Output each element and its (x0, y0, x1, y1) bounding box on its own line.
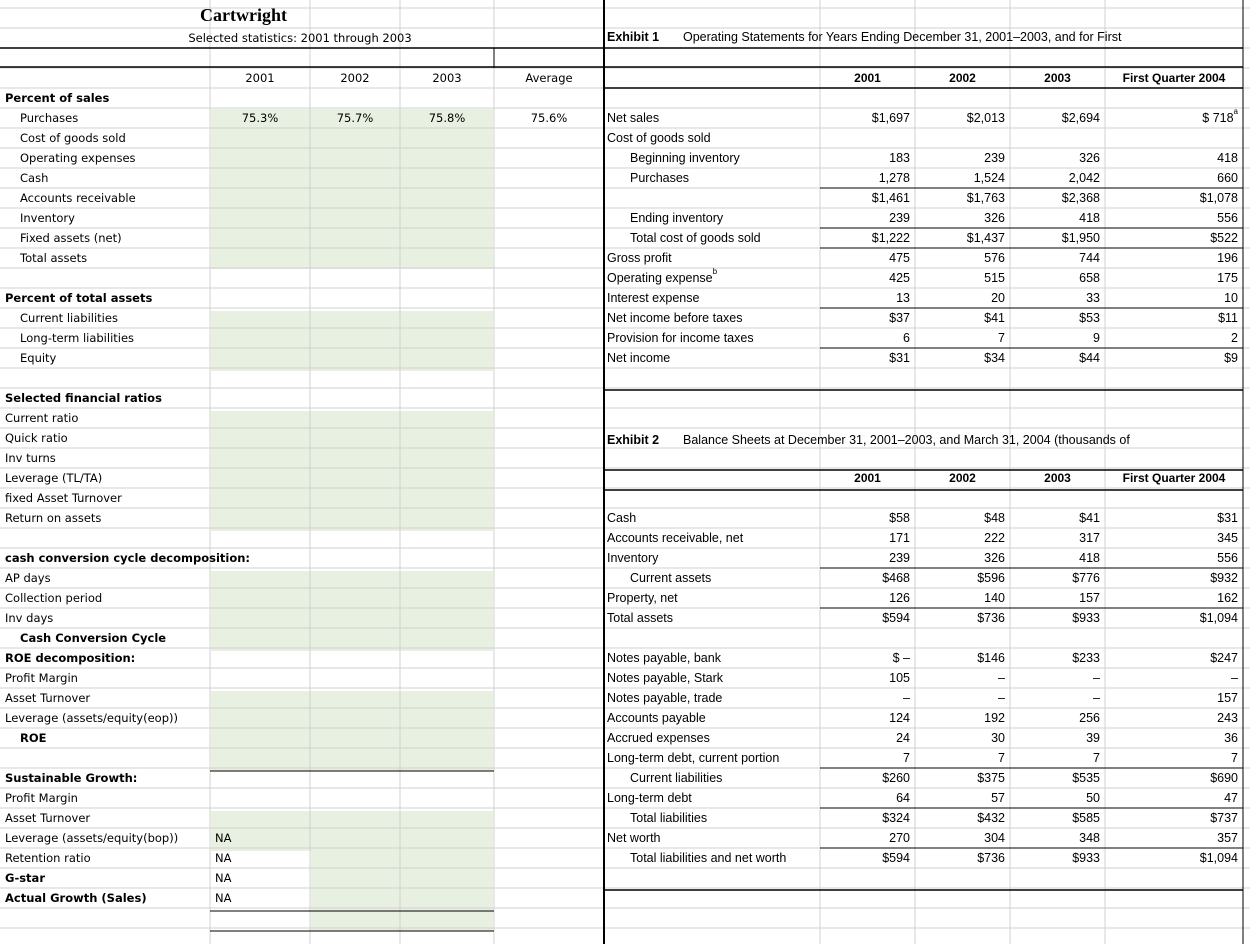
exhibit2-value: $1,094 (1199, 611, 1238, 625)
exhibit2-value: 162 (1217, 591, 1238, 605)
exhibit2-value: $933 (1072, 851, 1100, 865)
shade-percent-of-assets (211, 311, 493, 371)
exhibit2-value: $31 (1217, 511, 1238, 525)
exhibit2-value: – (1093, 671, 1100, 685)
row-label: G-star (5, 871, 45, 885)
na-cell: NA (215, 871, 232, 885)
row-label: Profit Margin (5, 791, 78, 805)
exhibit1-value: 418 (1079, 211, 1100, 225)
shade-growth-2 (311, 851, 493, 911)
exhibit1-row-label: Beginning inventory (630, 151, 740, 165)
row-label: Long-term liabilities (20, 331, 135, 345)
exhibit2-value: 36 (1224, 731, 1238, 745)
row-label: Leverage (TL/TA) (5, 471, 103, 485)
exhibit2-value: 105 (889, 671, 910, 685)
exhibit1-value (915, 128, 1005, 148)
row-label: Retention ratio (5, 851, 91, 865)
exhibit1-value: $1,697 (871, 111, 910, 125)
row-label: Inv turns (5, 451, 56, 465)
row-label: Return on assets (5, 511, 102, 525)
exhibit2-label: Exhibit 2 (607, 433, 660, 447)
exhibit2-value: 326 (984, 551, 1005, 565)
exhibit1-row-label: Operating expense$^b$ (607, 267, 718, 285)
exhibit1-value: $2,368 (1061, 191, 1100, 205)
exhibit2-value: 270 (889, 831, 910, 845)
exhibit2-row-label: Notes payable, Stark (607, 671, 724, 685)
exhibit2-value: – (1231, 671, 1238, 685)
exhibit1-value: $1,437 (966, 231, 1005, 245)
exhibit2-row-label: Accounts receivable, net (607, 531, 744, 545)
exhibit1-value: $9 (1224, 351, 1238, 365)
purchases-value: 75.8% (428, 111, 466, 125)
exhibit1-value: 744 (1079, 251, 1100, 265)
exhibit2-row-label: Notes payable, trade (607, 691, 723, 705)
exhibit2-value: 317 (1079, 531, 1100, 545)
sheet-title: Cartwright (200, 5, 287, 25)
exhibit2-row-label: Cash (607, 511, 637, 525)
row-label: Collection period (5, 591, 103, 605)
exhibit2-row-label: Property, net (607, 591, 678, 605)
exhibit1-value: 326 (984, 211, 1005, 225)
exhibit2-value: 126 (889, 591, 910, 605)
exhibit1-value: 326 (1079, 151, 1100, 165)
exhibit1-value: 475 (889, 251, 910, 265)
purchases-value: 75.3% (241, 111, 279, 125)
row-label: Equity (20, 351, 57, 365)
col-header: 2002 (340, 71, 370, 85)
exhibit1-row-label: Net income before taxes (607, 311, 743, 325)
exhibit2-value: 7 (998, 751, 1005, 765)
exhibit2-row-label: Notes payable, bank (607, 651, 721, 665)
row-label: Profit Margin (5, 671, 78, 685)
exhibit2-value: 124 (889, 711, 910, 725)
exhibit2-value: 239 (889, 551, 910, 565)
exhibit2-row-label: Long-term debt (607, 791, 692, 805)
section-header: Percent of sales (5, 91, 110, 105)
exhibit2-row-label: Total liabilities and net worth (630, 851, 787, 865)
section-header: ROE decomposition: (5, 651, 136, 665)
shade-ccc (211, 571, 493, 651)
exhibit1-row-label: Net income (607, 351, 671, 365)
exhibit1-value: 2 (1231, 331, 1238, 345)
exhibit2-value: $690 (1210, 771, 1238, 785)
exhibit1-value: $1,078 (1199, 191, 1238, 205)
exhibit1-value: 239 (889, 211, 910, 225)
shade-ratios (211, 411, 493, 531)
exhibit2-col-header: First Quarter 2004 (1122, 471, 1226, 485)
exhibit2-value: – (998, 671, 1005, 685)
exhibit2-value: $432 (977, 811, 1005, 825)
exhibit2-value: $247 (1210, 651, 1238, 665)
exhibit1-label: Exhibit 1 (607, 30, 660, 44)
exhibit2-value: 243 (1217, 711, 1238, 725)
exhibit1-value: $11 (1218, 311, 1238, 325)
exhibit2-value: $ – (892, 651, 910, 665)
col-header: 2003 (432, 71, 462, 85)
exhibit1-value: $34 (984, 351, 1005, 365)
row-label: Purchases (20, 111, 79, 125)
exhibit1-row-label: Gross profit (607, 251, 672, 265)
exhibit2-col-header: 2002 (949, 471, 976, 485)
na-cell: NA (215, 831, 232, 845)
exhibit1-row-label: Ending inventory (630, 211, 724, 225)
exhibit1-row-label: Provision for income taxes (607, 331, 754, 345)
exhibit1-value: 239 (984, 151, 1005, 165)
na-cell: NA (215, 851, 232, 865)
row-label: Current ratio (5, 411, 79, 425)
exhibit2-value: 256 (1079, 711, 1100, 725)
exhibit1-value: $2,013 (966, 111, 1005, 125)
exhibit2-value: $933 (1072, 611, 1100, 625)
exhibit1-value: $1,222 (871, 231, 910, 245)
exhibit1-value: 515 (984, 271, 1005, 285)
exhibit2-row-label: Total assets (607, 611, 674, 625)
exhibit1-col-header: 2001 (854, 71, 881, 85)
exhibit1-value: $31 (889, 351, 910, 365)
exhibit2-value: 30 (991, 731, 1005, 745)
row-label: Fixed assets (net) (20, 231, 122, 245)
exhibit1-value: 660 (1217, 171, 1238, 185)
exhibit1-value: $1,763 (966, 191, 1005, 205)
exhibit2-value: 140 (984, 591, 1005, 605)
exhibit2-value: $535 (1072, 771, 1100, 785)
exhibit1-col-header: First Quarter 2004 (1122, 71, 1226, 85)
exhibit2-value: 24 (896, 731, 910, 745)
exhibit2-value: $932 (1210, 571, 1238, 585)
footnote-marker: b (712, 267, 718, 276)
exhibit2-value: $260 (882, 771, 910, 785)
section-header: Sustainable Growth: (5, 771, 138, 785)
row-label: Operating expenses (20, 151, 136, 165)
exhibit2-value: 157 (1217, 691, 1238, 705)
exhibit2-value: $596 (977, 571, 1005, 585)
section-header: Percent of total assets (5, 291, 153, 305)
exhibit1-value: $522 (1210, 231, 1238, 245)
exhibit2-value: 157 (1079, 591, 1100, 605)
exhibit2-value: $48 (984, 511, 1005, 525)
exhibit2-row-label: Net worth (607, 831, 661, 845)
exhibit1-row-label: Purchases (630, 171, 690, 185)
row-label: Actual Growth (Sales) (5, 891, 147, 905)
exhibit2-value: 345 (1217, 531, 1238, 545)
exhibit1-value: 418 (1217, 151, 1238, 165)
section-header: Selected financial ratios (5, 391, 162, 405)
exhibit2-value: $585 (1072, 811, 1100, 825)
exhibit1-value: 576 (984, 251, 1005, 265)
exhibit2-value: – (903, 691, 910, 705)
exhibit1-value: $1,950 (1061, 231, 1100, 245)
exhibit2-value: $776 (1072, 571, 1100, 585)
exhibit2-value: 50 (1086, 791, 1100, 805)
exhibit2-value: 39 (1086, 731, 1100, 745)
col-header: Average (525, 71, 573, 85)
row-label: Quick ratio (5, 431, 68, 445)
exhibit2-value: $594 (882, 611, 910, 625)
exhibit2-value: 171 (889, 531, 910, 545)
exhibit1-value (820, 128, 910, 148)
exhibit2-value: – (998, 691, 1005, 705)
exhibit2-value: 222 (984, 531, 1005, 545)
na-cell: NA (215, 891, 232, 905)
exhibit2-row-label: Inventory (607, 551, 659, 565)
section-header: cash conversion cycle decomposition: (5, 551, 251, 565)
row-label: Inv days (5, 611, 54, 625)
row-label: ROE (20, 731, 47, 745)
exhibit2-value: 348 (1079, 831, 1100, 845)
row-label: fixed Asset Turnover (5, 491, 122, 505)
exhibit1-title: Operating Statements for Years Ending December 31, 2001–2003, and for First (683, 30, 1122, 44)
row-label: Leverage (assets/equity(eop)) (5, 711, 178, 725)
exhibit2-value: $737 (1210, 811, 1238, 825)
exhibit2-row-label: Accrued expenses (607, 731, 710, 745)
row-label: AP days (5, 571, 51, 585)
purchases-value: 75.6% (530, 111, 568, 125)
col-header: 2001 (245, 71, 275, 85)
exhibit2-row-label: Long-term debt, current portion (607, 751, 780, 765)
exhibit2-value: $324 (882, 811, 910, 825)
exhibit2-value: 7 (1093, 751, 1100, 765)
exhibit2-value: 47 (1224, 791, 1238, 805)
footnote-marker: a (1233, 107, 1238, 116)
exhibit1-value: 33 (1086, 291, 1100, 305)
row-label: Cash Conversion Cycle (20, 631, 167, 645)
exhibit1-value: 20 (991, 291, 1005, 305)
exhibit2-value: $1,094 (1199, 851, 1238, 865)
shade-roe-rows (211, 691, 493, 751)
exhibit2-value: 357 (1217, 831, 1238, 845)
exhibit2-value: 7 (1231, 751, 1238, 765)
exhibit1-value: 658 (1079, 271, 1100, 285)
exhibit2-value: 7 (903, 751, 910, 765)
exhibit2-value: $594 (882, 851, 910, 865)
sheet-subtitle: Selected statistics: 2001 through 2003 (188, 31, 412, 45)
exhibit2-value: $233 (1072, 651, 1100, 665)
exhibit2-row-label: Accounts payable (607, 711, 706, 725)
row-label: Asset Turnover (5, 811, 91, 825)
exhibit2-value: $58 (889, 511, 910, 525)
exhibit1-value: $37 (889, 311, 910, 325)
exhibit1-value: 7 (998, 331, 1005, 345)
exhibit2-value: $736 (977, 851, 1005, 865)
exhibit1-value: 1,278 (878, 171, 910, 185)
row-label: Asset Turnover (5, 691, 91, 705)
exhibit2-value: 57 (991, 791, 1005, 805)
row-label: Cash (20, 171, 49, 185)
exhibit2-value: 556 (1217, 551, 1238, 565)
purchases-value: 75.7% (336, 111, 374, 125)
exhibit2-title: Balance Sheets at December 31, 2001–2003, and March 31, 2004 (thousands of (683, 433, 1130, 447)
exhibit2-row-label: Total liabilities (630, 811, 708, 825)
row-label: Inventory (20, 211, 75, 225)
exhibit1-value: 9 (1093, 331, 1100, 345)
exhibit2-row-label: Current assets (630, 571, 712, 585)
exhibit2-row-label: Current liabilities (630, 771, 723, 785)
row-label: Cost of goods sold (20, 131, 126, 145)
exhibit1-value (1105, 128, 1238, 148)
exhibit2-value: 64 (896, 791, 910, 805)
exhibit2-value: $468 (882, 571, 910, 585)
exhibit2-col-header: 2003 (1044, 471, 1071, 485)
exhibit1-value: 425 (889, 271, 910, 285)
row-label: Accounts receivable (20, 191, 136, 205)
exhibit2-value: $736 (977, 611, 1005, 625)
exhibit1-value: 175 (1217, 271, 1238, 285)
exhibit2-value: – (1093, 691, 1100, 705)
shade-percent-of-sales (211, 109, 493, 269)
exhibit1-value: $53 (1079, 311, 1100, 325)
exhibit1-row-label: Net sales (607, 111, 660, 125)
exhibit1-row-label: Total cost of goods sold (630, 231, 761, 245)
exhibit1-col-header: 2002 (949, 71, 976, 85)
exhibit2-col-header: 2001 (854, 471, 881, 485)
shade-growth (211, 811, 493, 851)
exhibit2-value: 304 (984, 831, 1005, 845)
exhibit1-row-label: Cost of goods sold (607, 131, 711, 145)
row-label: Current liabilities (20, 311, 118, 325)
exhibit2-value: 418 (1079, 551, 1100, 565)
exhibit1-value: 196 (1217, 251, 1238, 265)
exhibit2-value: 192 (984, 711, 1005, 725)
exhibit2-value: $41 (1079, 511, 1100, 525)
exhibit2-value: $375 (977, 771, 1005, 785)
exhibit1-row-label: Interest expense (607, 291, 700, 305)
row-label: Leverage (assets/equity(bop)) (5, 831, 179, 845)
exhibit2-value: $146 (977, 651, 1005, 665)
exhibit1-value: 1,524 (973, 171, 1005, 185)
exhibit1-value: 10 (1224, 291, 1238, 305)
exhibit1-col-header: 2003 (1044, 71, 1071, 85)
exhibit1-value: 13 (896, 291, 910, 305)
exhibit1-value: $44 (1079, 351, 1100, 365)
exhibit1-value: 183 (889, 151, 910, 165)
exhibit1-value: $2,694 (1061, 111, 1100, 125)
exhibit1-value: $ 718$^a$ (1202, 107, 1238, 125)
exhibit1-value: 556 (1217, 211, 1238, 225)
row-label: Total assets (20, 251, 88, 265)
exhibit1-value: 6 (903, 331, 910, 345)
exhibit1-value (1010, 128, 1100, 148)
exhibit1-value: 2,042 (1068, 171, 1100, 185)
exhibit1-value: $41 (984, 311, 1005, 325)
exhibit1-value: $1,461 (871, 191, 910, 205)
